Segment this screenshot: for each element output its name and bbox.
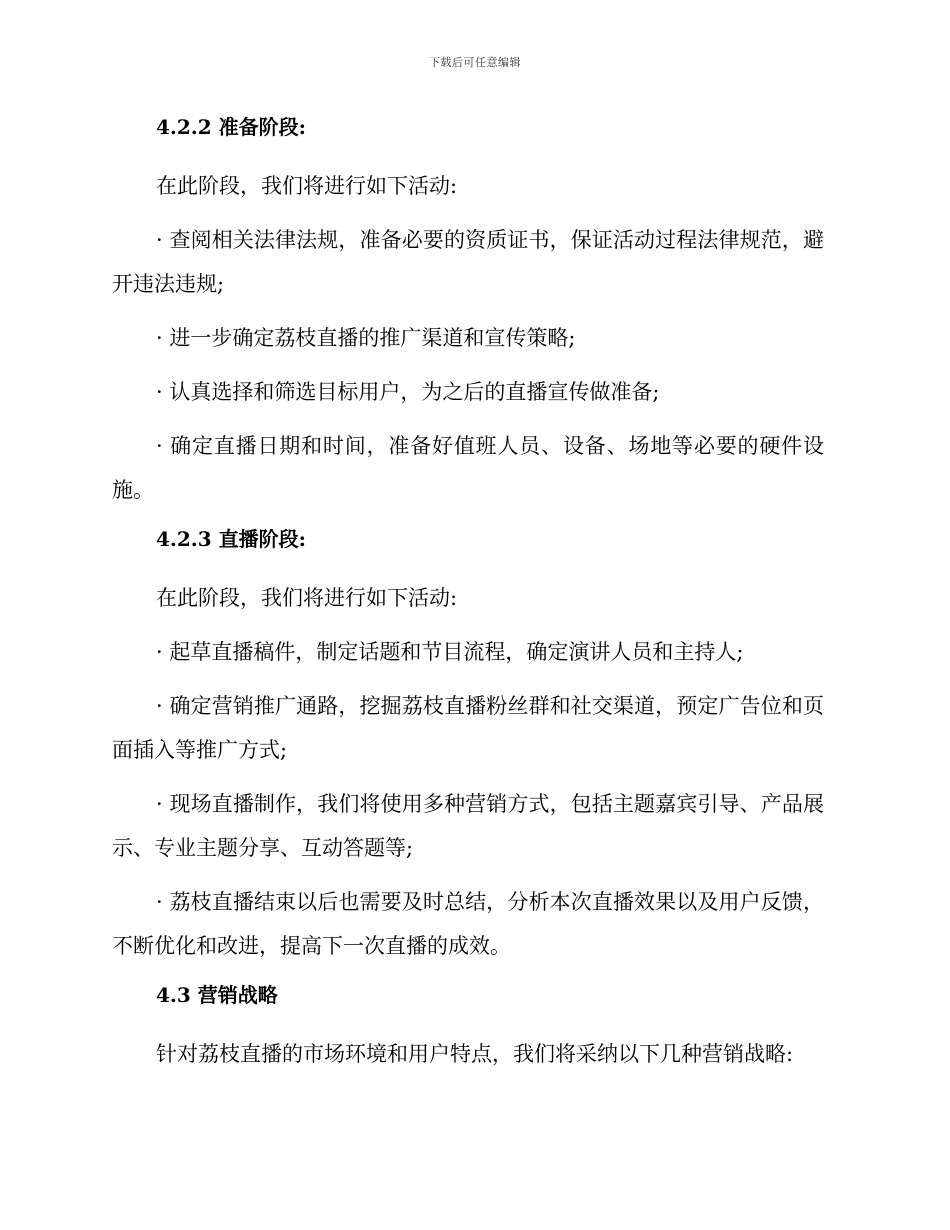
document-body bbox=[112, 110, 824, 1076]
list-item: · 起草直播稿件，制定话题和节目流程，确定演讲人员和主持人; bbox=[156, 640, 744, 664]
section-intro: 在此阶段，我们将进行如下活动: bbox=[156, 586, 458, 610]
section-heading-4-2-2: 4.2.2 准备阶段: bbox=[156, 115, 307, 139]
list-item: · 查阅相关法律法规，准备必要的资质证书，保证活动过程法律规范，避开违法违规; bbox=[112, 228, 824, 296]
section-heading-4-3: 4.3 营销战略 bbox=[156, 983, 278, 1007]
section-intro: 针对荔枝直播的市场环境和用户特点，我们将采纳以下几种营销战略: bbox=[156, 1042, 794, 1066]
list-item: · 荔枝直播结束以后也需要及时总结，分析本次直播效果以及用户反馈，不断优化和改进，提高下一次直播的成效。 bbox=[112, 890, 824, 958]
section-intro: 在此阶段，我们将进行如下活动: bbox=[156, 174, 458, 198]
list-item: · 进一步确定荔枝直播的推广渠道和宣传策略; bbox=[156, 326, 576, 350]
list-item: · 确定直播日期和时间，准备好值班人员、设备、场地等必要的硬件设施。 bbox=[112, 434, 824, 502]
section-heading-4-2-3: 4.2.3 直播阶段: bbox=[156, 527, 307, 551]
list-item: · 认真选择和筛选目标用户，为之后的直播宣传做准备; bbox=[156, 380, 660, 404]
list-item: · 确定营销推广通路，挖掘荔枝直播粉丝群和社交渠道，预定广告位和页面插入等推广方式; bbox=[112, 694, 824, 762]
page-header: 下载后可任意编辑 bbox=[429, 56, 521, 69]
list-item: · 现场直播制作，我们将使用多种营销方式，包括主题嘉宾引导、产品展示、专业主题分享、互动答题等; bbox=[112, 792, 824, 860]
